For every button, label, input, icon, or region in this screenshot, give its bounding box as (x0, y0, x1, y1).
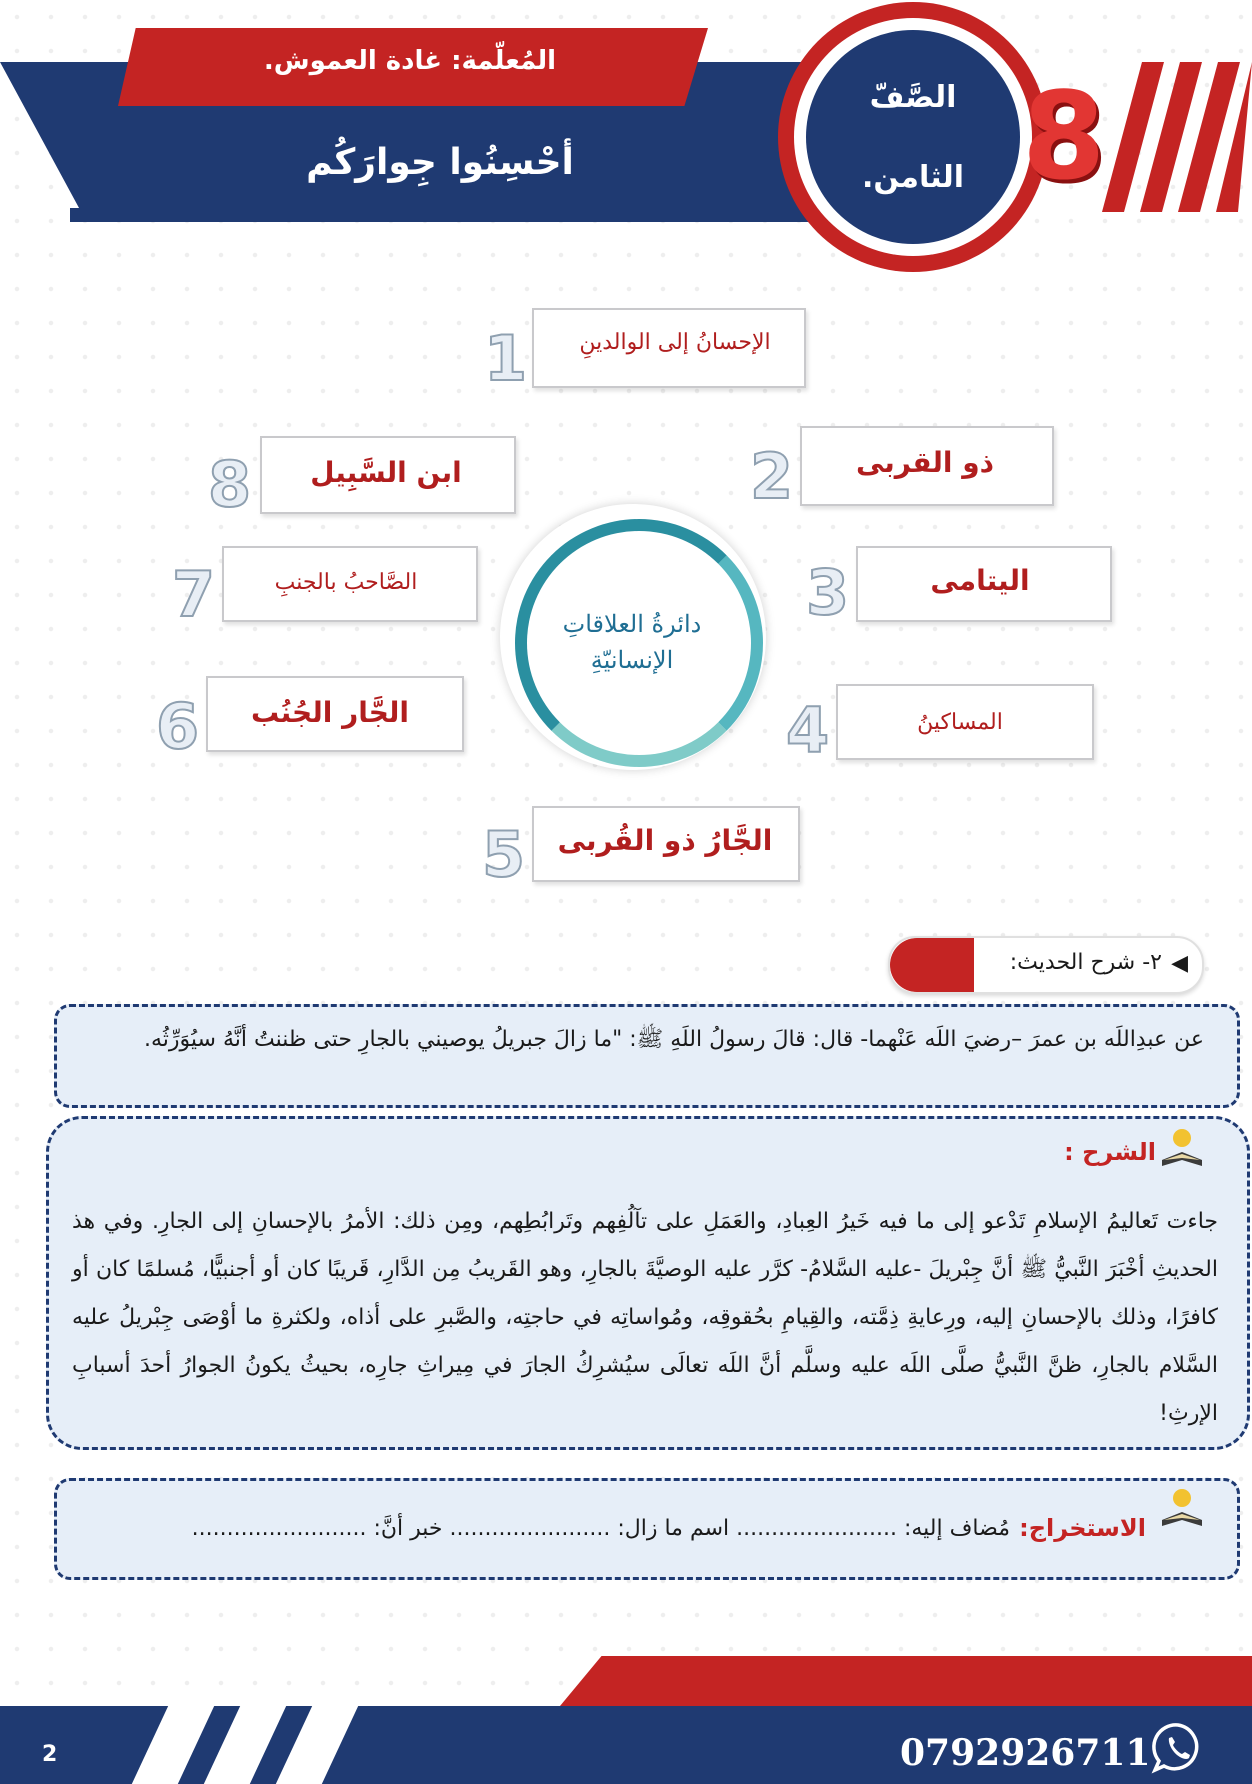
diagram-item-label: ابن السَّبِيل (310, 456, 462, 489)
diagram-item-label: المساكينُ (917, 710, 1003, 735)
diagram-item-number: 1 (484, 322, 528, 395)
diagram-item-label: الصَّاحبُ بالجنبِ (274, 570, 418, 595)
footer-red-band (560, 1656, 1252, 1706)
grade-label: الصَّفّ (869, 80, 957, 115)
diagram-item-number: 7 (172, 558, 216, 631)
whatsapp-icon (1150, 1720, 1206, 1776)
extraction-heading: الاستخراج: (1019, 1514, 1146, 1542)
grade-number: 8 (1022, 68, 1106, 207)
teacher-name: المُعلّمة: غادة العموش. (263, 46, 557, 76)
diagram-item-number: 5 (482, 818, 526, 891)
extraction-text: مُضاف إليه: ....................... اسم ما زال: ....................... خبر أنَّ: ......................... (191, 1516, 1010, 1541)
lesson-title: أحْسِنُوا جِوارَكُم (306, 142, 574, 183)
section-header (888, 936, 1204, 994)
explanation-heading: الشرح : (1064, 1138, 1156, 1166)
lightbulb-book-icon (1158, 1484, 1206, 1530)
lightbulb-book-icon (1158, 1124, 1206, 1170)
diagram-item-number: 8 (208, 448, 252, 521)
decorative-slashes (1102, 62, 1252, 212)
diagram-item-label: اليتامى (930, 564, 1030, 597)
diagram-item-label: ذو القربى (855, 446, 995, 479)
diagram-center-title: دائرةُ العلاقاتِ الإنسانيّةِ (562, 610, 702, 674)
diagram-item-label: الإحسانُ إلى الوالدينِ (579, 330, 771, 355)
diagram-item-number: 6 (156, 690, 200, 763)
arrow-left-icon: ◀ (1171, 951, 1188, 976)
diagram-item-number: 4 (786, 694, 830, 767)
phone-number: 0792926711 (900, 1732, 1151, 1774)
diagram-item-label: الجَّار الجُنُب (250, 696, 410, 729)
diagram-item-number: 3 (806, 556, 850, 629)
page-number: 2 (42, 1742, 58, 1767)
grade-name: الثامن. (861, 160, 965, 195)
header-stripe (70, 208, 810, 222)
section-title: ٢- شرح الحديث: (1009, 950, 1162, 975)
explanation-text: جاءت تَعاليمُ الإسلامِ تَدْعو إلى ما فيه خَيرُ العِبادِ، والعَمَلِ على تآلُفِهم وتَرابُطِهم، ومِن ذلك: الأمرُ بالإحسانِ إلى الجارِ. وفي هذ الحديثِ أخْبَرَ النَّبيُّ ﷺ أنَّ جِبْريلَ -عليه السَّلامُ- كرَّر عليه الوصيَّةَ بالجارِ، وهو القَريبُ مِن الدَّارِ، قَريبًا كان أو أجنبيًّا، مُسلمًا كان أو كافرًا، وذلك بالإحسانِ إليه، ورِعايةِ ذِمَّته، والقِيامِ بحُقوقِه، ومُواساتِه في حاجتِه، والصَّبرِ على أذاه، ولكثرةِ ما أوْصَى جِبْريلُ عليه السَّلام بالجارِ، ظنَّ النَّبيُّ صلَّى اللَه عليه وسلَّم أنَّ اللَه تعالَى سيُشرِكُ الجارَ في مِيراثِ جارِه، بحيثُ يكونُ الجوارُ أحدَ أسبابِ الإرثِ! (72, 1209, 1218, 1426)
diagram-item-label: الجَّارُ ذو القُربى (557, 824, 773, 857)
diagram-item-number: 2 (750, 440, 794, 513)
hadith-text: عن عبدِاللَه بن عمرَ –رضيَ اللَه عَنْهما- قال: قالَ رسولُ اللَهِ ﷺ: "ما زالَ جبريلُ يوصيني بالجارِ حتى ظننتُ أنَّهُ سيُوَرِّثُه. (143, 1027, 1204, 1052)
